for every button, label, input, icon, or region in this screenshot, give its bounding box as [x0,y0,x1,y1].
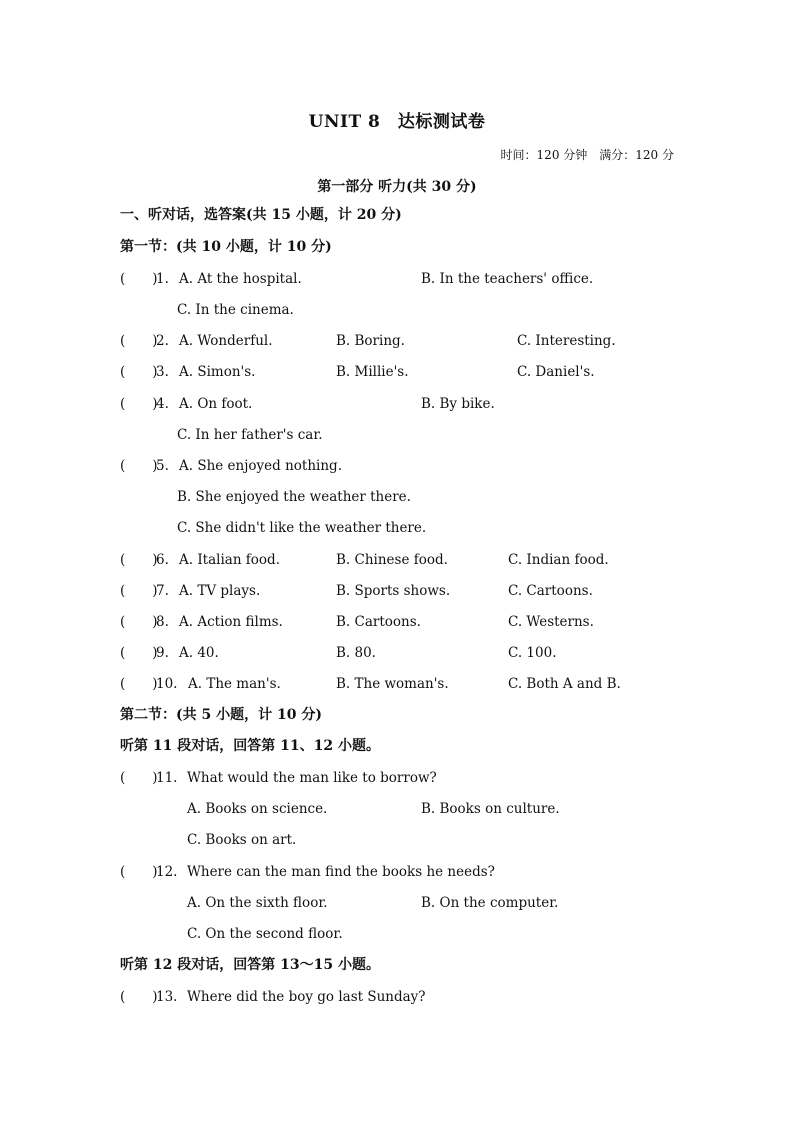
question-3 [0,361,794,383]
answer-blank[interactable]: ( ) [120,583,158,599]
option-b: B. Books on culture. [421,801,560,817]
option-b: B. Sports shows. [336,583,451,599]
option-a: A. At the hospital. [179,271,302,287]
question-stem: Where did the boy go last Sunday? [187,989,426,1005]
question-4-option-c-line [0,424,794,446]
answer-blank[interactable]: ( ) [120,271,158,287]
option-a: A. TV plays. [179,583,261,599]
answer-blank[interactable]: ( ) [120,864,158,880]
question-number: 7. [156,583,169,599]
option-a: A. Books on science. [187,801,328,817]
subsection-1-heading: 第一节：(共 10 小题，计 10 分) [120,239,332,255]
question-8 [0,611,794,633]
option-c: C. Books on art. [187,832,297,848]
question-1-option-c-line [0,299,794,321]
question-number: 11. [156,770,178,786]
page-title: UNIT 8 达标测试卷 [308,112,486,132]
question-5-option-b-line [0,486,794,508]
option-b: B. 80. [336,645,376,661]
option-b: B. By bike. [421,396,495,412]
option-a: A. On the sixth floor. [187,895,328,911]
question-4 [0,393,794,415]
option-c: C. Indian food. [508,552,609,568]
answer-blank[interactable]: ( ) [120,333,158,349]
question-stem: What would the man like to borrow? [187,770,437,786]
option-b: B. Chinese food. [336,552,448,568]
option-c: C. Cartoons. [508,583,593,599]
subsection-2-heading: 第二节：(共 5 小题，计 10 分) [120,707,322,723]
answer-blank[interactable]: ( ) [120,552,158,568]
question-number: 8. [156,614,169,630]
question-number: 1. [156,271,169,287]
answer-blank[interactable]: ( ) [120,614,158,630]
option-c: C. Westerns. [508,614,594,630]
answer-blank[interactable]: ( ) [120,364,158,380]
question-5 [0,455,794,477]
answer-blank[interactable]: ( ) [120,645,158,661]
option-b: B. In the teachers' office. [421,271,594,287]
answer-blank[interactable]: ( ) [120,458,158,474]
question-7 [0,580,794,602]
option-a: A. Italian food. [179,552,280,568]
option-c: C. Both A and B. [508,676,621,692]
answer-blank[interactable]: ( ) [120,676,158,692]
question-12-option-c-line [0,923,794,945]
option-a: A. Simon's. [179,364,256,380]
question-number: 2. [156,333,169,349]
question-number: 6. [156,552,169,568]
question-11 [0,767,794,789]
option-a: A. Wonderful. [179,333,273,349]
question-6 [0,549,794,571]
option-a: A. She enjoyed nothing. [179,458,342,474]
option-a: A. On foot. [179,396,253,412]
question-number: 13. [156,989,178,1005]
option-c: C. In the cinema. [177,302,294,318]
option-a: A. Action films. [179,614,283,630]
question-1 [0,268,794,290]
option-c: C. She didn't like the weather there. [177,520,427,536]
option-b: B. On the computer. [421,895,559,911]
question-12-options-ab [0,892,794,914]
section-heading: 一、听对话，选答案(共 15 小题，计 20 分) [120,207,402,223]
option-a: A. 40. [179,645,219,661]
dialogue-11-instruction: 听第 11 段对话，回答第 11、12 小题。 [120,738,380,754]
dialogue-12-instruction: 听第 12 段对话，回答第 13～15 小题。 [120,957,380,973]
option-c: C. In her father's car. [177,427,323,443]
question-number: 12. [156,864,178,880]
option-b: B. She enjoyed the weather there. [177,489,411,505]
question-11-option-c-line [0,829,794,851]
question-number: 3. [156,364,169,380]
option-c: C. Daniel's. [517,364,595,380]
answer-blank[interactable]: ( ) [120,989,158,1005]
option-b: B. Cartoons. [336,614,421,630]
question-5-option-c-line [0,517,794,539]
option-a: A. The man's. [188,676,281,692]
question-stem: Where can the man find the books he needs? [187,864,495,880]
question-number: 5. [156,458,169,474]
question-11-options-ab [0,798,794,820]
question-12 [0,861,794,883]
option-b: B. Millie's. [336,364,409,380]
option-b: B. Boring. [336,333,405,349]
option-c: C. 100. [508,645,557,661]
option-c: C. On the second floor. [187,926,343,942]
question-9 [0,642,794,664]
question-10 [0,673,794,695]
part-title: 第一部分 听力(共 30 分) [317,179,477,195]
answer-blank[interactable]: ( ) [120,396,158,412]
question-2 [0,330,794,352]
question-13 [0,986,794,1008]
question-number: 10. [156,676,178,692]
answer-blank[interactable]: ( ) [120,770,158,786]
question-number: 9. [156,645,169,661]
option-c: C. Interesting. [517,333,616,349]
question-number: 4. [156,396,169,412]
exam-meta: 时间：120 分钟 满分：120 分 [500,148,674,162]
option-b: B. The woman's. [336,676,449,692]
